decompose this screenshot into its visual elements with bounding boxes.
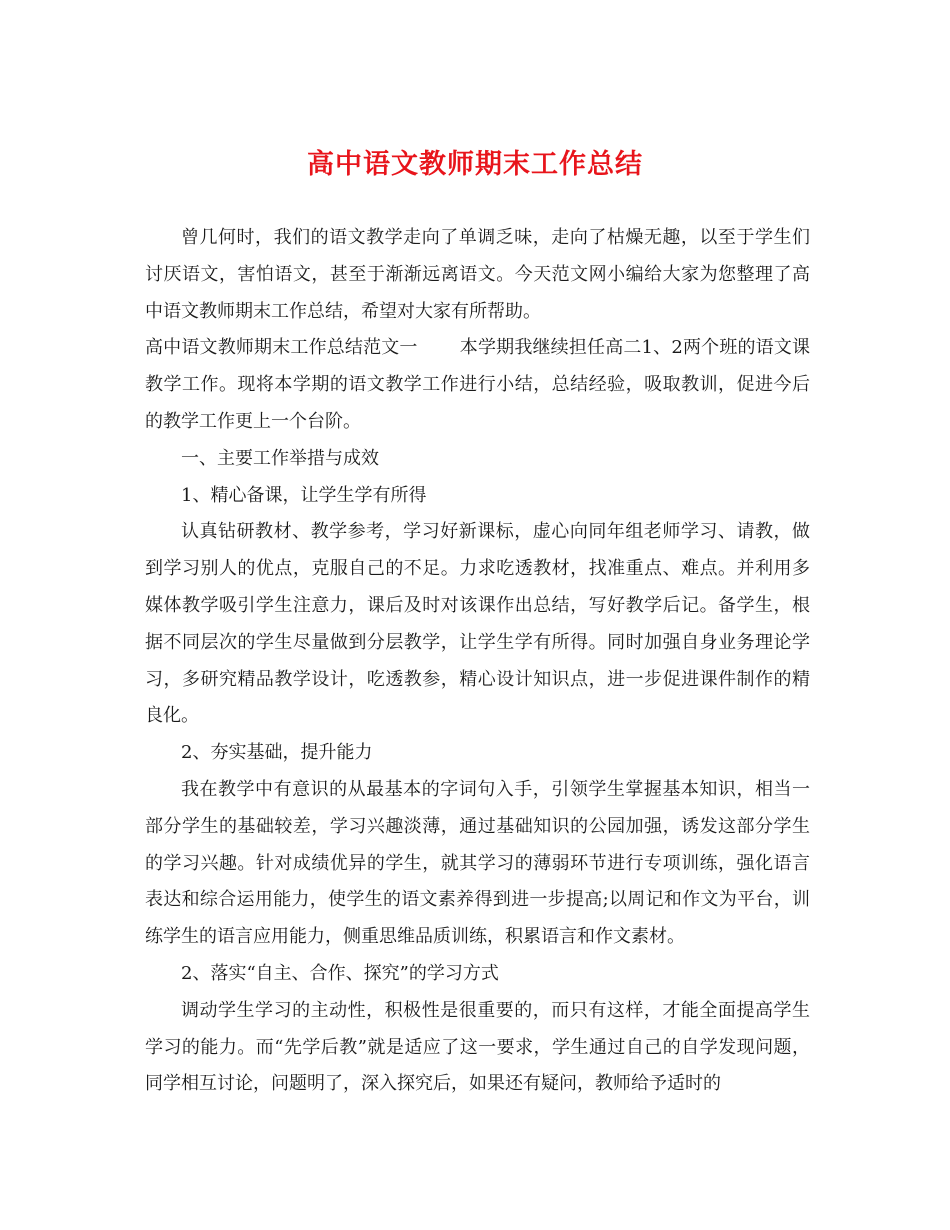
document-title: 高中语文教师期末工作总结 <box>307 149 643 180</box>
item-body-3: 调动学生学习的主动性，积极性是很重要的，而只有这样，才能全面提高学生学习的能力。而“先学后教”就是适应了这一要求，学生通过自己的自学发现问题，同学相互讨论，问题明了，深入探究后，如果还有疑问，教师给予适时的 <box>145 999 810 1095</box>
sample-paragraph <box>145 330 810 440</box>
item-heading-2: 2、夯实基础，提升能力 <box>181 742 373 764</box>
item-body-1: 认真钻研教材、教学参考，学习好新课标，虚心向同年组老师学习、请教，做到学习别人的优点，克服自己的不足。力求吃透教材，找准重点、难点。并利用多媒体教学吸引学生注意力，课后及时对该课作出总结，写好教学后记。备学生，根据不同层次的学生尽量做到分层教学，让学生学有所得。同时加强自身业务理论学习，多研究精品教学设计，吃透教参，精心设计知识点，进一步促进课件制作的精良化。 <box>145 521 810 727</box>
item-body-2: 我在教学中有意识的从最基本的字词句入手，引领学生掌握基本知识，相当一部分学生的基础较差，学习兴趣淡薄，通过基础知识的公园加强，诱发这部分学生的学习兴趣。针对成绩优异的学生，就其学习的薄弱环节进行专项训练，强化语言表达和综合运用能力，使学生的语文素养得到进一步提高;以周记和作文为平台，训练学生的语言应用能力，侧重思维品质训练，积累语言和作文素材。 <box>145 778 810 948</box>
item-heading-3: 2、落实“自主、合作、探究”的学习方式 <box>181 962 499 984</box>
document-body <box>145 220 810 1103</box>
item-heading-1: 1、精心备课，让学生学有所得 <box>181 484 427 506</box>
sample-intro: 本学期我继续担任高二1、2两个班的语文课教学工作。现将本学期的语文教学工作进行小结，总结经验，吸取教训，促进今后的教学工作更上一个台阶。 <box>145 337 811 432</box>
intro-paragraph: 曾几何时，我们的语文教学走向了单调乏味，走向了枯燥无趣，以至于学生们讨厌语文，害怕语文，甚至于渐渐远离语文。今天范文网小编给大家为您整理了高中语文教师期末工作总结，希望对大家有所帮助。 <box>145 227 810 322</box>
sample-heading: 高中语文教师期末工作总结范文一 <box>145 337 418 359</box>
section-heading-1: 一、主要工作举措与成效 <box>181 447 379 469</box>
